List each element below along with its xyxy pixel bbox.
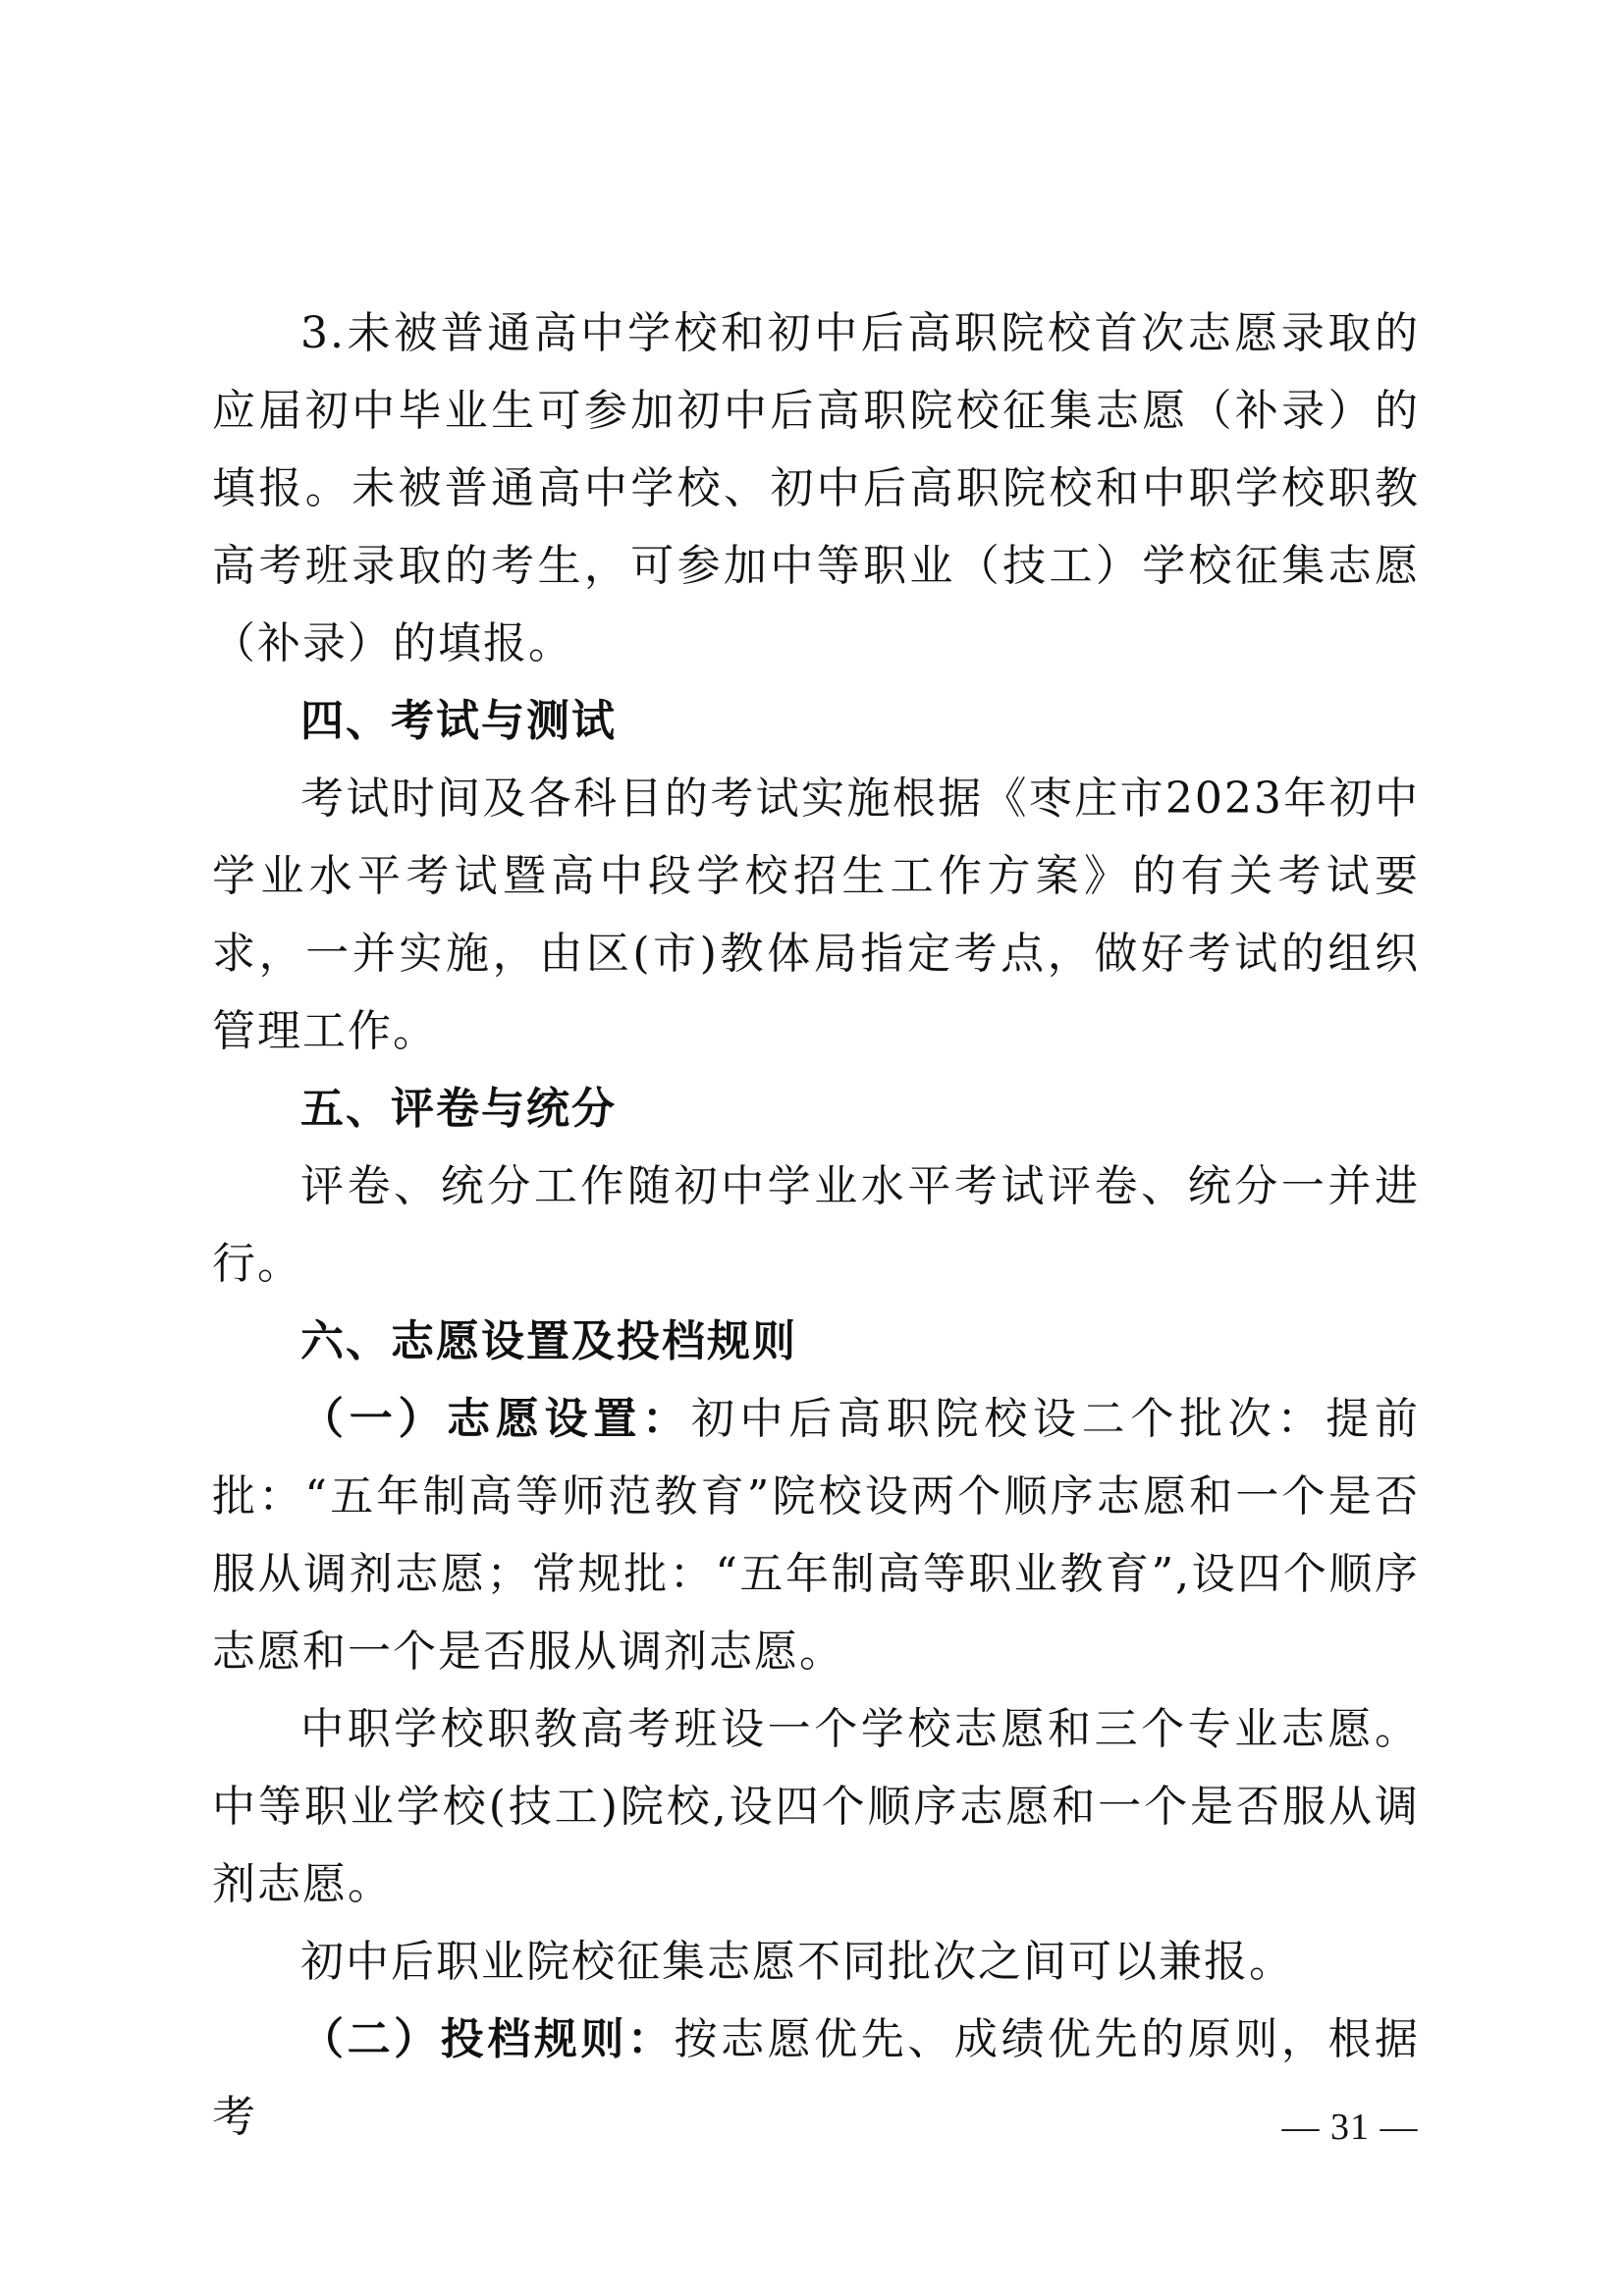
section-heading-preferences: 六、志愿设置及投档规则 — [300, 1316, 797, 1366]
paragraph-text: 按志愿优先、成绩优先的原则，根据考 — [212, 2014, 1421, 2142]
paragraph-exam-arrangement — [212, 760, 1420, 1070]
paragraph-text: 3.未被普通高中学校和初中后高职院校首次志愿录取的应届初中毕业生可参加初中后高职院校征集志愿（补录）的填报。未被普通高中学校、初中后高职院校和中职学校职教高考班录取的考生，可参加中等职业（技工）学校征集志愿（补录）的填报。 — [212, 308, 1420, 668]
subsection-label: （二）投档规则： — [300, 2014, 675, 2064]
paragraph-preference-settings — [212, 1380, 1420, 1690]
page-body — [212, 294, 1420, 2156]
paragraph-cross-batch — [212, 1923, 1420, 2001]
paragraph-text: 初中后高职院校设二个批次：提前批：“五年制高等师范教育”院校设两个顺序志愿和一个是否服从调剂志愿；常规批：“五年制高等职业教育”,设四个顺序志愿和一个是否服从调剂志愿。 — [212, 1394, 1421, 1677]
paragraph-submission-rules — [212, 2001, 1420, 2156]
paragraph-text: 考试时间及各科目的考试实施根据《枣庄市2023年初中学业水平考试暨高中段学校招生工作方案》的有关考试要求，一并实施，由区(市)教体局指定考点，做好考试的组织管理工作。 — [212, 774, 1420, 1056]
paragraph-text: 中职学校职教高考班设一个学校志愿和三个专业志愿。中等职业学校(技工)院校,设四个顺序志愿和一个是否服从调剂志愿。 — [212, 1704, 1420, 1909]
page-number: — 31 — — [1281, 2107, 1419, 2148]
paragraph-text: 初中后职业院校征集志愿不同批次之间可以兼报。 — [300, 1937, 1294, 1987]
paragraph-text: 评卷、统分工作随初中学业水平考试评卷、统分一并进行。 — [212, 1161, 1420, 1289]
paragraph-grading — [212, 1148, 1420, 1303]
section-heading-exam: 四、考试与测试 — [300, 696, 617, 746]
subsection-label: （一）志愿设置： — [300, 1394, 691, 1444]
paragraph-supplementary-admission — [212, 294, 1420, 682]
section-heading-grading: 五、评卷与统分 — [300, 1084, 617, 1134]
paragraph-vocational-preferences — [212, 1690, 1420, 1923]
